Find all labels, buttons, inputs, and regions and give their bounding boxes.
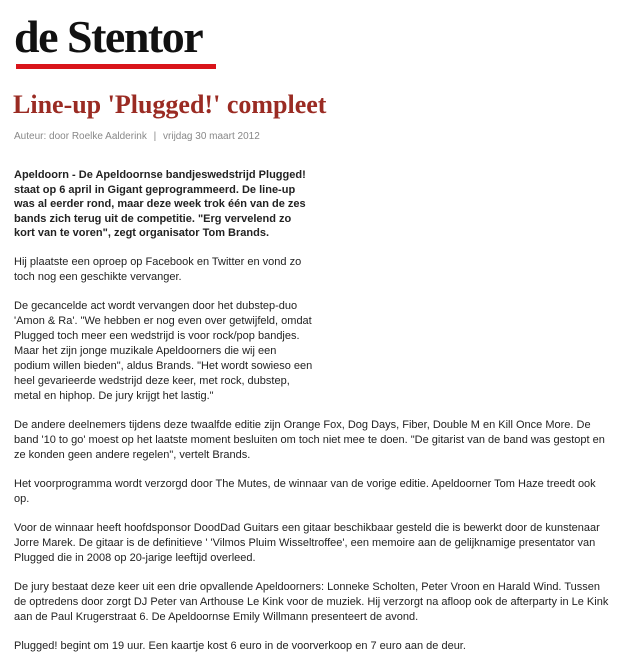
article-body [14, 168, 614, 668]
site-logo[interactable] [14, 11, 216, 70]
article-byline [14, 130, 264, 144]
article-paragraph: Plugged! begint om 19 uur. Een kaartje kost 6 euro in de voorverkoop en 7 euro aan de deur. [14, 639, 466, 652]
article-paragraph: De jury bestaat deze keer uit een drie opvallende Apeldoorners: Lonneke Scholten, Peter Vroon en Harald Wind. Tussen de optredens door zorgt DJ Peter van Arthouse Le Kink voor de muziek. Hij verzorgt na afloop ook de afterparty in Le Kink aan de Paul Krugerstraat 6. De Apeldoornse Emily Willmann presenteert de avond. [14, 580, 609, 623]
article-intro: Apeldoorn - De Apeldoornse bandjeswedstrijd Plugged! staat op 6 april in Gigant geprogrammeerd. De line-up was al eerder rond, maar deze week trok één van de zes bands zich terug uit de competitie. "Erg vervelend zo kort van te voren", zegt organisator Tom Brands. [14, 169, 306, 239]
byline-author: Auteur: door Roelke Aalderink [14, 131, 147, 142]
article-paragraph: De andere deelnemers tijdens deze twaalfde editie zijn Orange Fox, Dog Days, Fiber, Double M en Kill Once More. De band '10 to go' moest op het laatste moment besluiten om toch niet mee te doen. "De gitarist van de band was gestopt en ze konden geen andere regelen", vertelt Brands. [14, 418, 605, 461]
article-paragraph: Voor de winnaar heeft hoofdsponsor DoodDad Guitars een gitaar beschikbaar gesteld die is bewerkt door de kunstenaar Jorre Marek. De gitaar is de definitieve ' 'Vilmos Pluim Wisseltroffee', een memoire aan de gelijknamige presentator van Plugged die in 2008 op 20-jarige leeftijd overleed. [14, 521, 600, 564]
logo-underline [16, 64, 216, 69]
article-paragraph: Hij plaatste een oproep op Facebook en Twitter en vond zo toch nog een geschikte vervanger. [14, 255, 302, 283]
byline-date: vrijdag 30 maart 2012 [163, 131, 260, 142]
article-paragraph: Het voorprogramma wordt verzorgd door The Mutes, de winnaar van de vorige editie. Apeldoorner Tom Haze treedt ook op. [14, 477, 596, 505]
article-paragraph: De gecancelde act wordt vervangen door het dubstep-duo 'Amon & Ra'. "We hebben er nog even over getwijfeld, omdat Plugged toch meer een wedstrijd is voor rock/pop bandjes. Maar het zijn jonge muzikale Apeldoorners die wij een podium willen bieden", aldus Brands. "Het wordt sowieso een heel gevarieerde wedstrijd deze keer, met rock, dubstep, metal en hiphop. De jury krijgt het lastig." [14, 299, 313, 402]
article-headline: Line-up 'Plugged!' compleet [13, 90, 327, 119]
logo-wordmark: de Stentor [14, 11, 203, 62]
byline-separator: | [153, 131, 157, 142]
